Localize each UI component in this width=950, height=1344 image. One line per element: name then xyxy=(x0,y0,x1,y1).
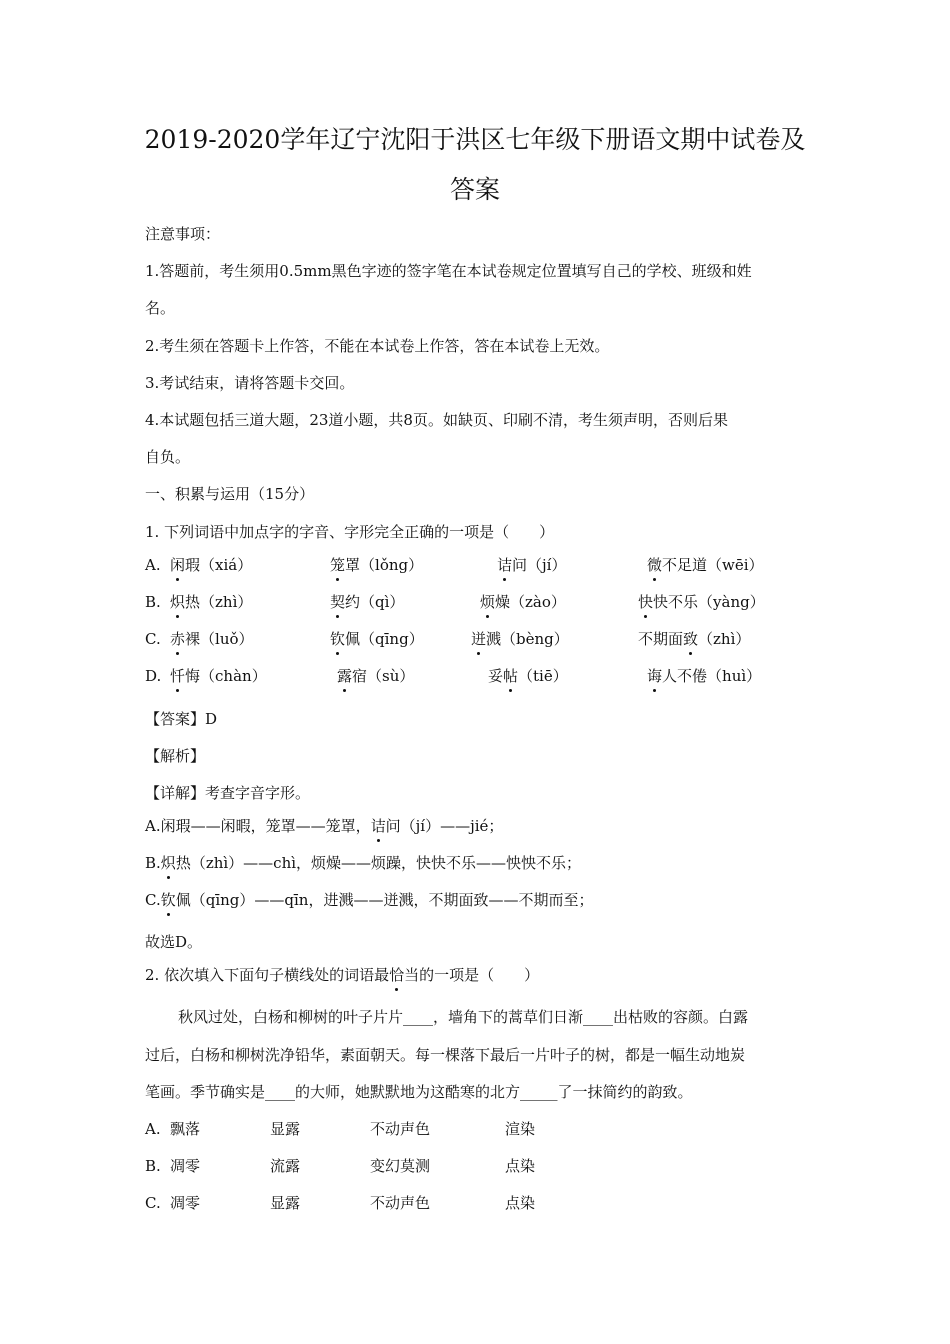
q2-option-b-label: B. xyxy=(145,1157,161,1175)
q2-option-b-word-4: 点染 xyxy=(505,1157,536,1175)
q2-option-b-word-2: 流露 xyxy=(270,1157,301,1175)
q2-option-c-word-2: 显露 xyxy=(270,1194,301,1212)
q2-option-a-word-4: 渲染 xyxy=(505,1120,536,1138)
notice-item-3: 3.考试结束，请将答题卡交回。 xyxy=(145,374,355,392)
q2-option-a-word-1: 飘落 xyxy=(170,1120,201,1138)
q2-option-a-word-2: 显露 xyxy=(270,1120,301,1138)
option-a-word-1: 闲瑕（xiá） xyxy=(170,556,253,574)
page-title: 2019-2020学年辽宁沈阳于洪区七年级下册语文期中试卷及 xyxy=(144,125,806,154)
q2-option-c-label: C. xyxy=(145,1194,161,1212)
passage-line-1: 秋风过处，白杨和柳树的叶子片片____，墙角下的蒿草们日渐____出枯败的容颜。白露 xyxy=(178,1008,749,1026)
notice-item-4: 4.本试题包括三道大题，23道小题，共8页。如缺页、印刷不清，考生须声明，否则后果 xyxy=(145,411,728,429)
option-c-label: C. xyxy=(145,630,161,648)
q2-option-a-label: A. xyxy=(145,1120,161,1138)
detail-line: 【详解】考查字音字形。 xyxy=(145,784,311,802)
q2-option-c-word-4: 点染 xyxy=(505,1194,536,1212)
option-c-word-2: 钦佩（qīng） xyxy=(330,630,424,648)
option-a-word-4: 微不足道（wēi） xyxy=(647,556,764,574)
passage-line-2: 过后，白杨和柳树洗净铅华，素面朝天。每一棵落下最后一片叶子的树，都是一幅生动地炭 xyxy=(145,1046,746,1064)
option-d-word-1: 忏悔（chàn） xyxy=(170,667,267,685)
q2-option-c-word-3: 不动声色 xyxy=(370,1194,431,1212)
explanation-a: A.闲瑕——闲暇，笼罩——笼罩，诘问（jí）——jié； xyxy=(145,817,504,835)
q2-option-b-word-1: 凋零 xyxy=(170,1157,201,1175)
option-b-label: B. xyxy=(145,593,161,611)
option-d-label: D. xyxy=(145,667,162,685)
explanation-b: B.炽热（zhì）——chì，烦燥——烦躁，快快不乐——怏怏不乐； xyxy=(145,854,582,872)
notice-heading: 注意事项： xyxy=(145,225,221,243)
analysis-heading: 【解析】 xyxy=(145,747,206,765)
q2-option-c-word-1: 凋零 xyxy=(170,1194,201,1212)
option-b-word-1: 炽热（zhì） xyxy=(170,593,253,611)
option-a-label: A. xyxy=(145,556,161,574)
option-d-word-4: 诲人不倦（huì） xyxy=(647,667,762,685)
question-2-stem: 2. 依次填入下面句子横线处的词语最恰当的一项是（ ） xyxy=(145,966,540,984)
page-title-continued: 答案 xyxy=(449,175,500,204)
option-b-word-3: 烦燥（zào） xyxy=(480,593,566,611)
option-a-word-3: 诘问（jí） xyxy=(497,556,567,574)
conclusion-line: 故选D。 xyxy=(145,933,203,951)
q2-option-a-word-3: 不动声色 xyxy=(370,1120,431,1138)
section-heading: 一、积累与运用（15分） xyxy=(145,485,315,503)
option-d-word-3: 妥帖（tiē） xyxy=(488,667,568,685)
passage-line-3: 笔画。季节确实是____的大师，她默默地为这酷寒的北方_____了一抹简约的韵致。 xyxy=(145,1083,693,1101)
option-c-word-1: 赤裸（luǒ） xyxy=(170,630,254,648)
question-1-stem: 1. 下列词语中加点字的字音、字形完全正确的一项是（ ） xyxy=(145,523,555,541)
notice-item-4-continued: 自负。 xyxy=(145,448,191,466)
option-b-word-2: 契约（qì） xyxy=(330,593,405,611)
option-c-word-4: 不期面致（zhì） xyxy=(638,630,751,648)
option-b-word-4: 快快不乐（yàng） xyxy=(638,593,765,611)
notice-item-2: 2.考生须在答题卡上作答，不能在本试卷上作答，答在本试卷上无效。 xyxy=(145,337,610,355)
notice-item-1: 1.答题前，考生须用0.5mm黑色字迹的签字笔在本试卷规定位置填写自己的学校、班级和姓 xyxy=(145,262,752,280)
option-d-word-2: 露宿（sù） xyxy=(337,667,415,685)
option-c-word-3: 迸溅（bèng） xyxy=(471,630,569,648)
answer-line: 【答案】D xyxy=(145,710,218,728)
option-a-word-2: 笼罩（lǒng） xyxy=(330,556,424,574)
notice-item-1-continued: 名。 xyxy=(145,299,176,317)
q2-option-b-word-3: 变幻莫测 xyxy=(370,1157,431,1175)
explanation-c: C.钦佩（qīng）——qīn，进溅——迸溅，不期面致——不期而至； xyxy=(145,891,594,909)
